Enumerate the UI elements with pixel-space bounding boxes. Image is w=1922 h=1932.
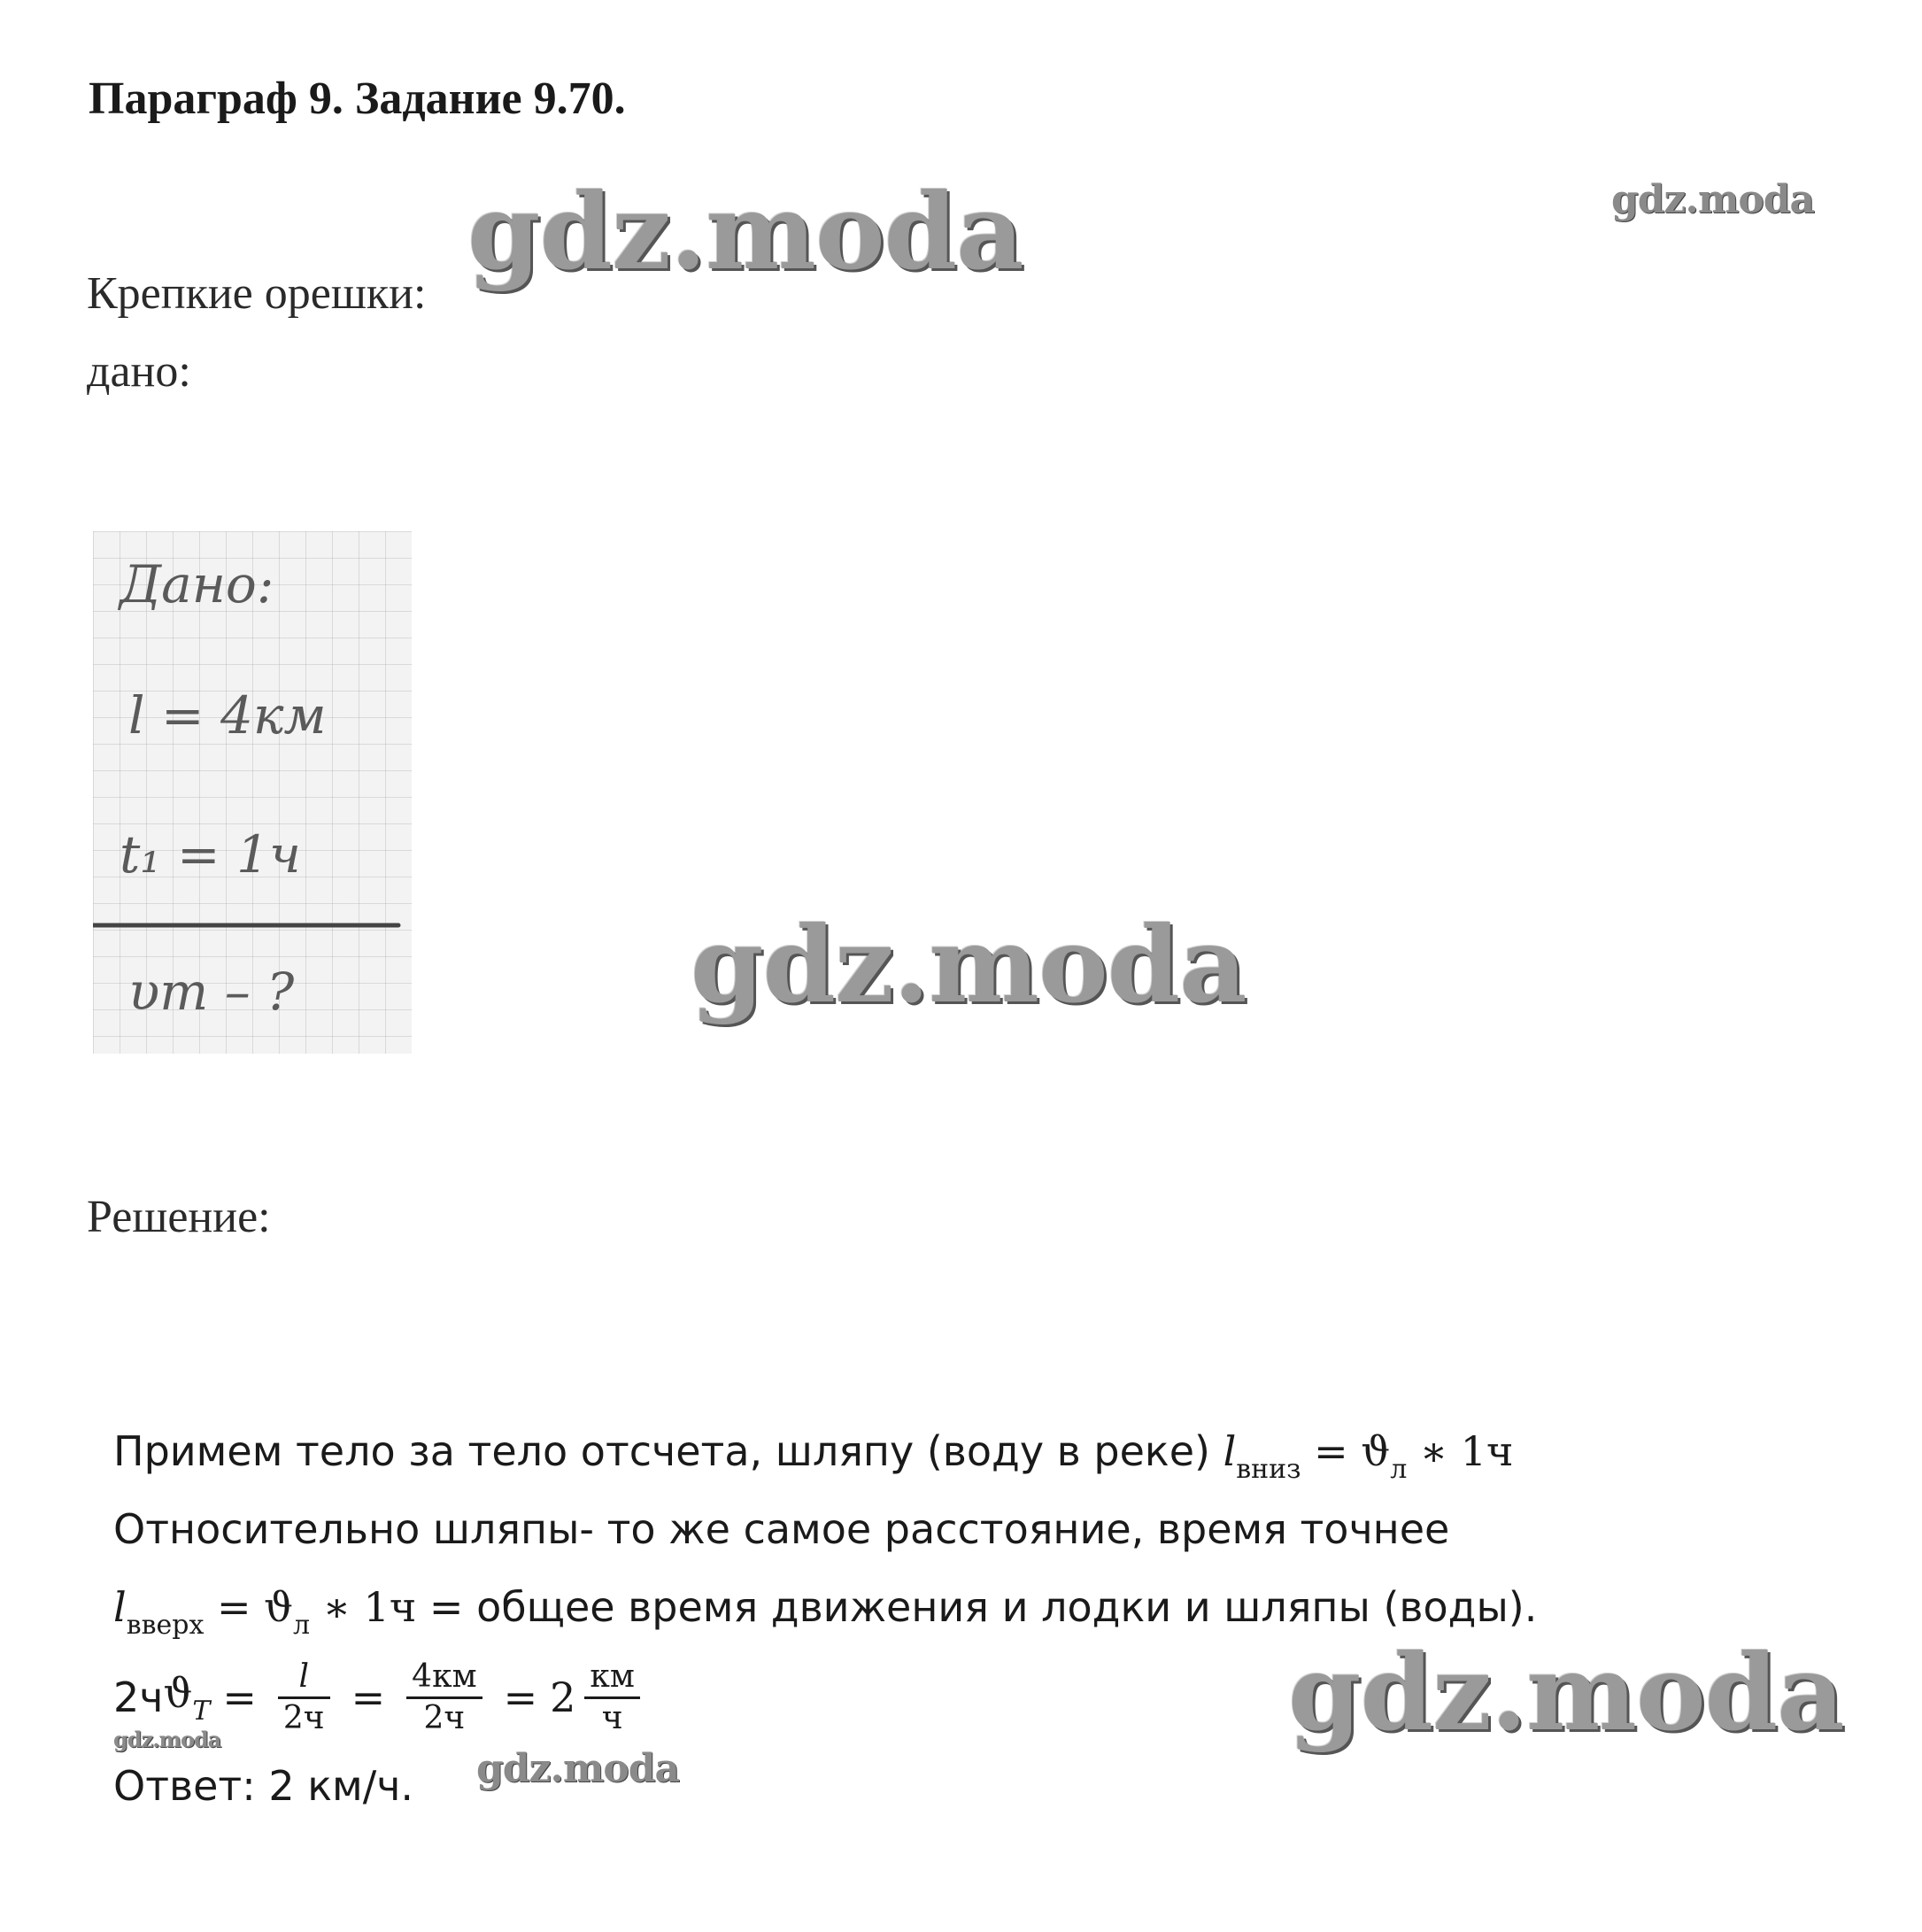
scan-line-unknown: υт – ? — [128, 962, 295, 1022]
solution-line-2: Относительно шляпы- то же самое расстояние, время точнее — [113, 1505, 1450, 1553]
scan-line-distance: l = 4км — [128, 685, 327, 746]
solution-line-1-text: Примем тело за тело отсчета, шляпу (воду в реке) — [113, 1427, 1223, 1475]
formula-prefix: 2ч — [113, 1673, 164, 1721]
fraction-3: $\frac{км}{ч}$ — [584, 1658, 640, 1738]
solution-label: Решение: — [87, 1192, 271, 1242]
watermark: gdz.moda — [691, 903, 1247, 1026]
given-label: дано: — [87, 346, 191, 397]
fraction-2: $\frac{4км}{2ч}$ — [406, 1658, 482, 1738]
solution-line-3-math: $l_{вверх} = ϑ_л$ ∗ 1ч — [113, 1583, 417, 1641]
page-title: Параграф 9. Задание 9.70. — [89, 73, 626, 124]
watermark: gdz.moda — [113, 1727, 221, 1752]
handwriting-drawing — [93, 531, 412, 1054]
result-value: 2 — [550, 1673, 576, 1721]
equals-sign: = — [503, 1673, 538, 1721]
scan-line-time: t₁ = 1ч — [120, 824, 302, 885]
watermark: gdz.moda — [467, 170, 1023, 293]
answer-line: Ответ: 2 км/ч. — [113, 1762, 414, 1810]
section-subtitle: Крепкие орешки: — [87, 268, 427, 319]
watermark: gdz.moda — [476, 1746, 680, 1791]
solution-line-3-text: = общее время движения и лодки и шляпы (воды). — [416, 1583, 1538, 1631]
solution-line-1-math: $l_{вниз} = ϑ_л$ ∗ 1ч — [1223, 1427, 1514, 1485]
fraction-1: $\frac{l}{2ч}$ — [278, 1658, 330, 1738]
scan-heading: Дано: — [120, 554, 274, 614]
equals-sign: = — [222, 1673, 257, 1721]
watermark: gdz.moda — [1288, 1631, 1844, 1754]
watermark: gdz.moda — [1611, 177, 1815, 222]
formula-variable: $ϑ_T$ — [163, 1668, 211, 1727]
equals-sign: = — [351, 1673, 386, 1721]
handwritten-given-scan — [93, 531, 412, 1054]
solution-line-1 — [113, 1427, 1513, 1485]
